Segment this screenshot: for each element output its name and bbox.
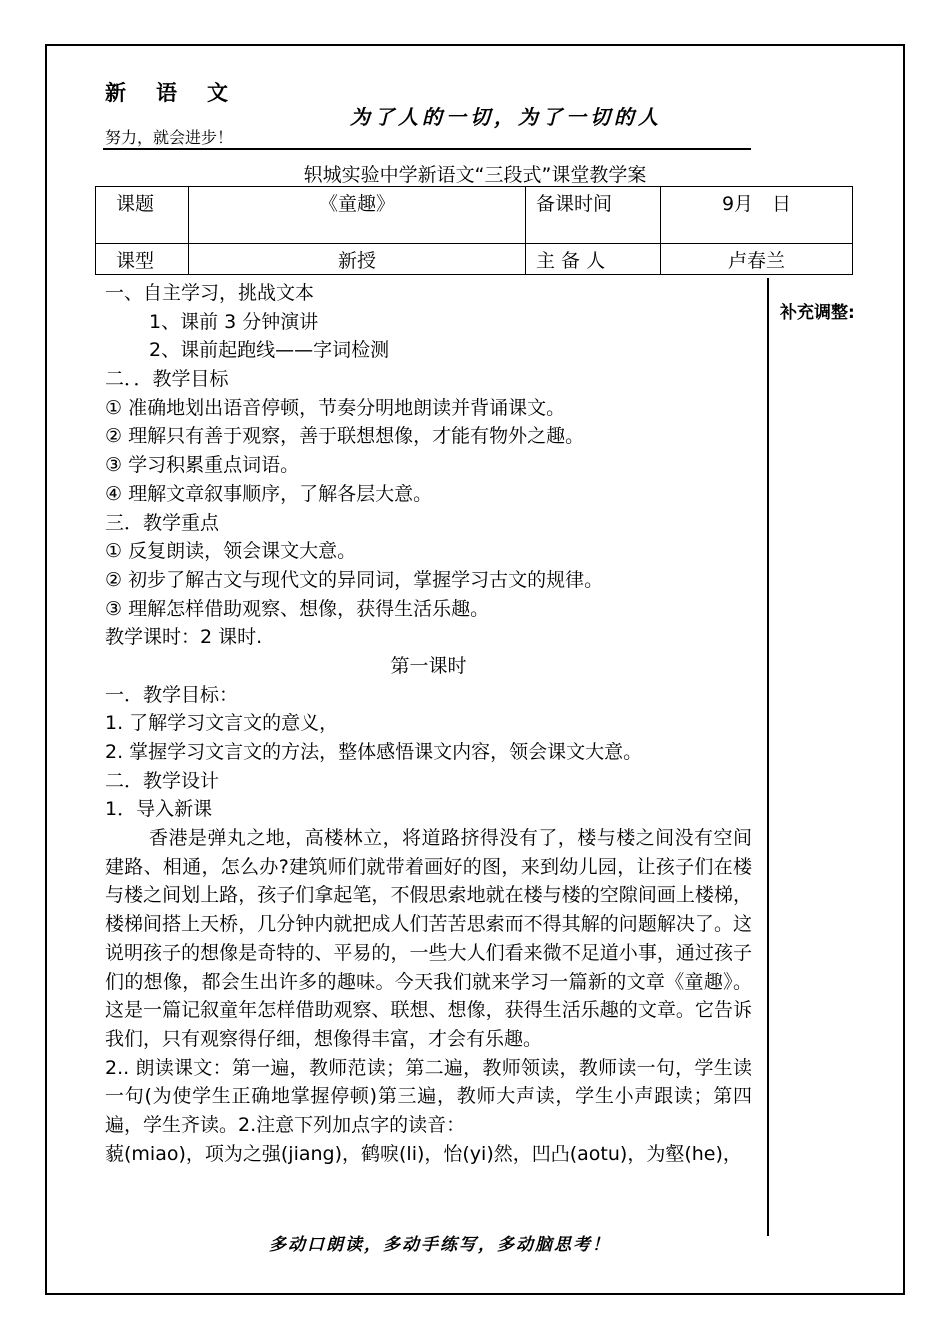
- section-heading: 二．．教学目标: [105, 368, 229, 391]
- list-item: ③ 学习积累重点词语。: [105, 454, 300, 477]
- list-item: ① 准确地划出语音停顿，节奏分明地朗读并背诵课文。: [105, 396, 566, 419]
- document-title: 轵城实验中学新语文“三段式”课堂教学案: [303, 164, 647, 186]
- section-heading: 一、自主学习，挑战文本: [105, 282, 315, 304]
- section-heading: 二．教学设计: [105, 769, 220, 792]
- header-divider: [103, 148, 751, 150]
- type-label: 课型: [96, 244, 189, 275]
- header-title: 新语文: [105, 81, 258, 105]
- header-slogan: 为了人的一切，为了一切的人: [350, 105, 662, 129]
- preparer-value: 卢春兰: [661, 244, 853, 275]
- lesson-hours: 教学课时：2 课时.: [105, 626, 263, 649]
- lesson-heading: 第一课时: [390, 654, 467, 677]
- list-item: 2. 掌握学习文言文的方法，整体感悟课文内容，领会课文大意。: [105, 741, 643, 763]
- list-item: ④ 理解文章叙事顺序，了解各层大意。: [105, 482, 433, 505]
- list-item: ② 初步了解古文与现代文的异同词，掌握学习古文的规律。: [105, 568, 604, 591]
- section-heading: 三．教学重点: [105, 511, 220, 534]
- reading-paragraph: 2.. 朗读课文：第一遍，教师范读；第二遍，教师领读，教师读一句，学生读一句(为使学生正确地掌握停顿)第三遍，教师大声读，学生小声跟读；第四遍，学生齐读。2.注意下列加点字的读音：: [105, 1056, 752, 1137]
- list-item: ② 理解只有善于观察，善于联想想像，才能有物外之趣。: [105, 425, 585, 448]
- lesson-content: [105, 279, 752, 1168]
- lesson-info-table: [95, 186, 853, 275]
- topic-value: 《童趣》: [189, 187, 526, 244]
- list-item: 2、课前起跑线——字词检测: [149, 339, 390, 362]
- list-item: 1、课前 3 分钟演讲: [149, 310, 319, 333]
- footer-slogan: 多动口朗读，多动手练写，多动脑思考！: [269, 1235, 611, 1255]
- list-item: ③ 理解怎样借助观察、想像，获得生活乐趣。: [105, 597, 490, 620]
- sidebar-divider: [767, 278, 769, 1236]
- list-item: 1. 了解学习文言文的意义，: [105, 712, 339, 735]
- sidebar-label: 补充调整:: [780, 303, 855, 323]
- prep-time-value: 9月 日: [661, 187, 853, 244]
- section-heading: 一．教学目标：: [105, 683, 239, 706]
- type-value: 新授: [189, 244, 526, 275]
- pinyin-line: 藐(miao)，项为之强(jiang)，鹤唳(li)，怡(yi)然，凹凸(aotu)，为壑(he)，: [105, 1142, 742, 1165]
- header-motto: 努力，就会进步！: [105, 128, 234, 147]
- topic-label: 课题: [96, 187, 189, 244]
- list-item: ① 反复朗读，领会课文大意。: [105, 540, 357, 563]
- preparer-label: 主 备 人: [526, 244, 661, 275]
- list-item: 1．导入新课: [105, 798, 213, 821]
- intro-paragraph: 香港是弹丸之地，高楼林立，将道路挤得没有了，楼与楼之间没有空间建路、相通，怎么办?建筑师们就带着画好的图，来到幼儿园，让孩子们在楼与楼之间划上路，孩子们拿起笔，不假思索地就在楼与楼的空隙间画上楼梯，楼梯间搭上天桥，几分钟内就把成人们苦苦思索而不得其解的问题解决了。这说明孩子的想像是奇特的、平易的，一些大人们看来微不足道小事，通过孩子们的想像，都会生出许多的趣味。今天我们就来学习一篇新的文章《童趣》。这是一篇记叙童年怎样借助观察、联想、想像，获得生活乐趣的文章。它告诉我们，只有观察得仔细，想像得丰富，才会有乐趣。: [105, 827, 752, 1050]
- prep-time-label: 备课时间: [526, 187, 661, 244]
